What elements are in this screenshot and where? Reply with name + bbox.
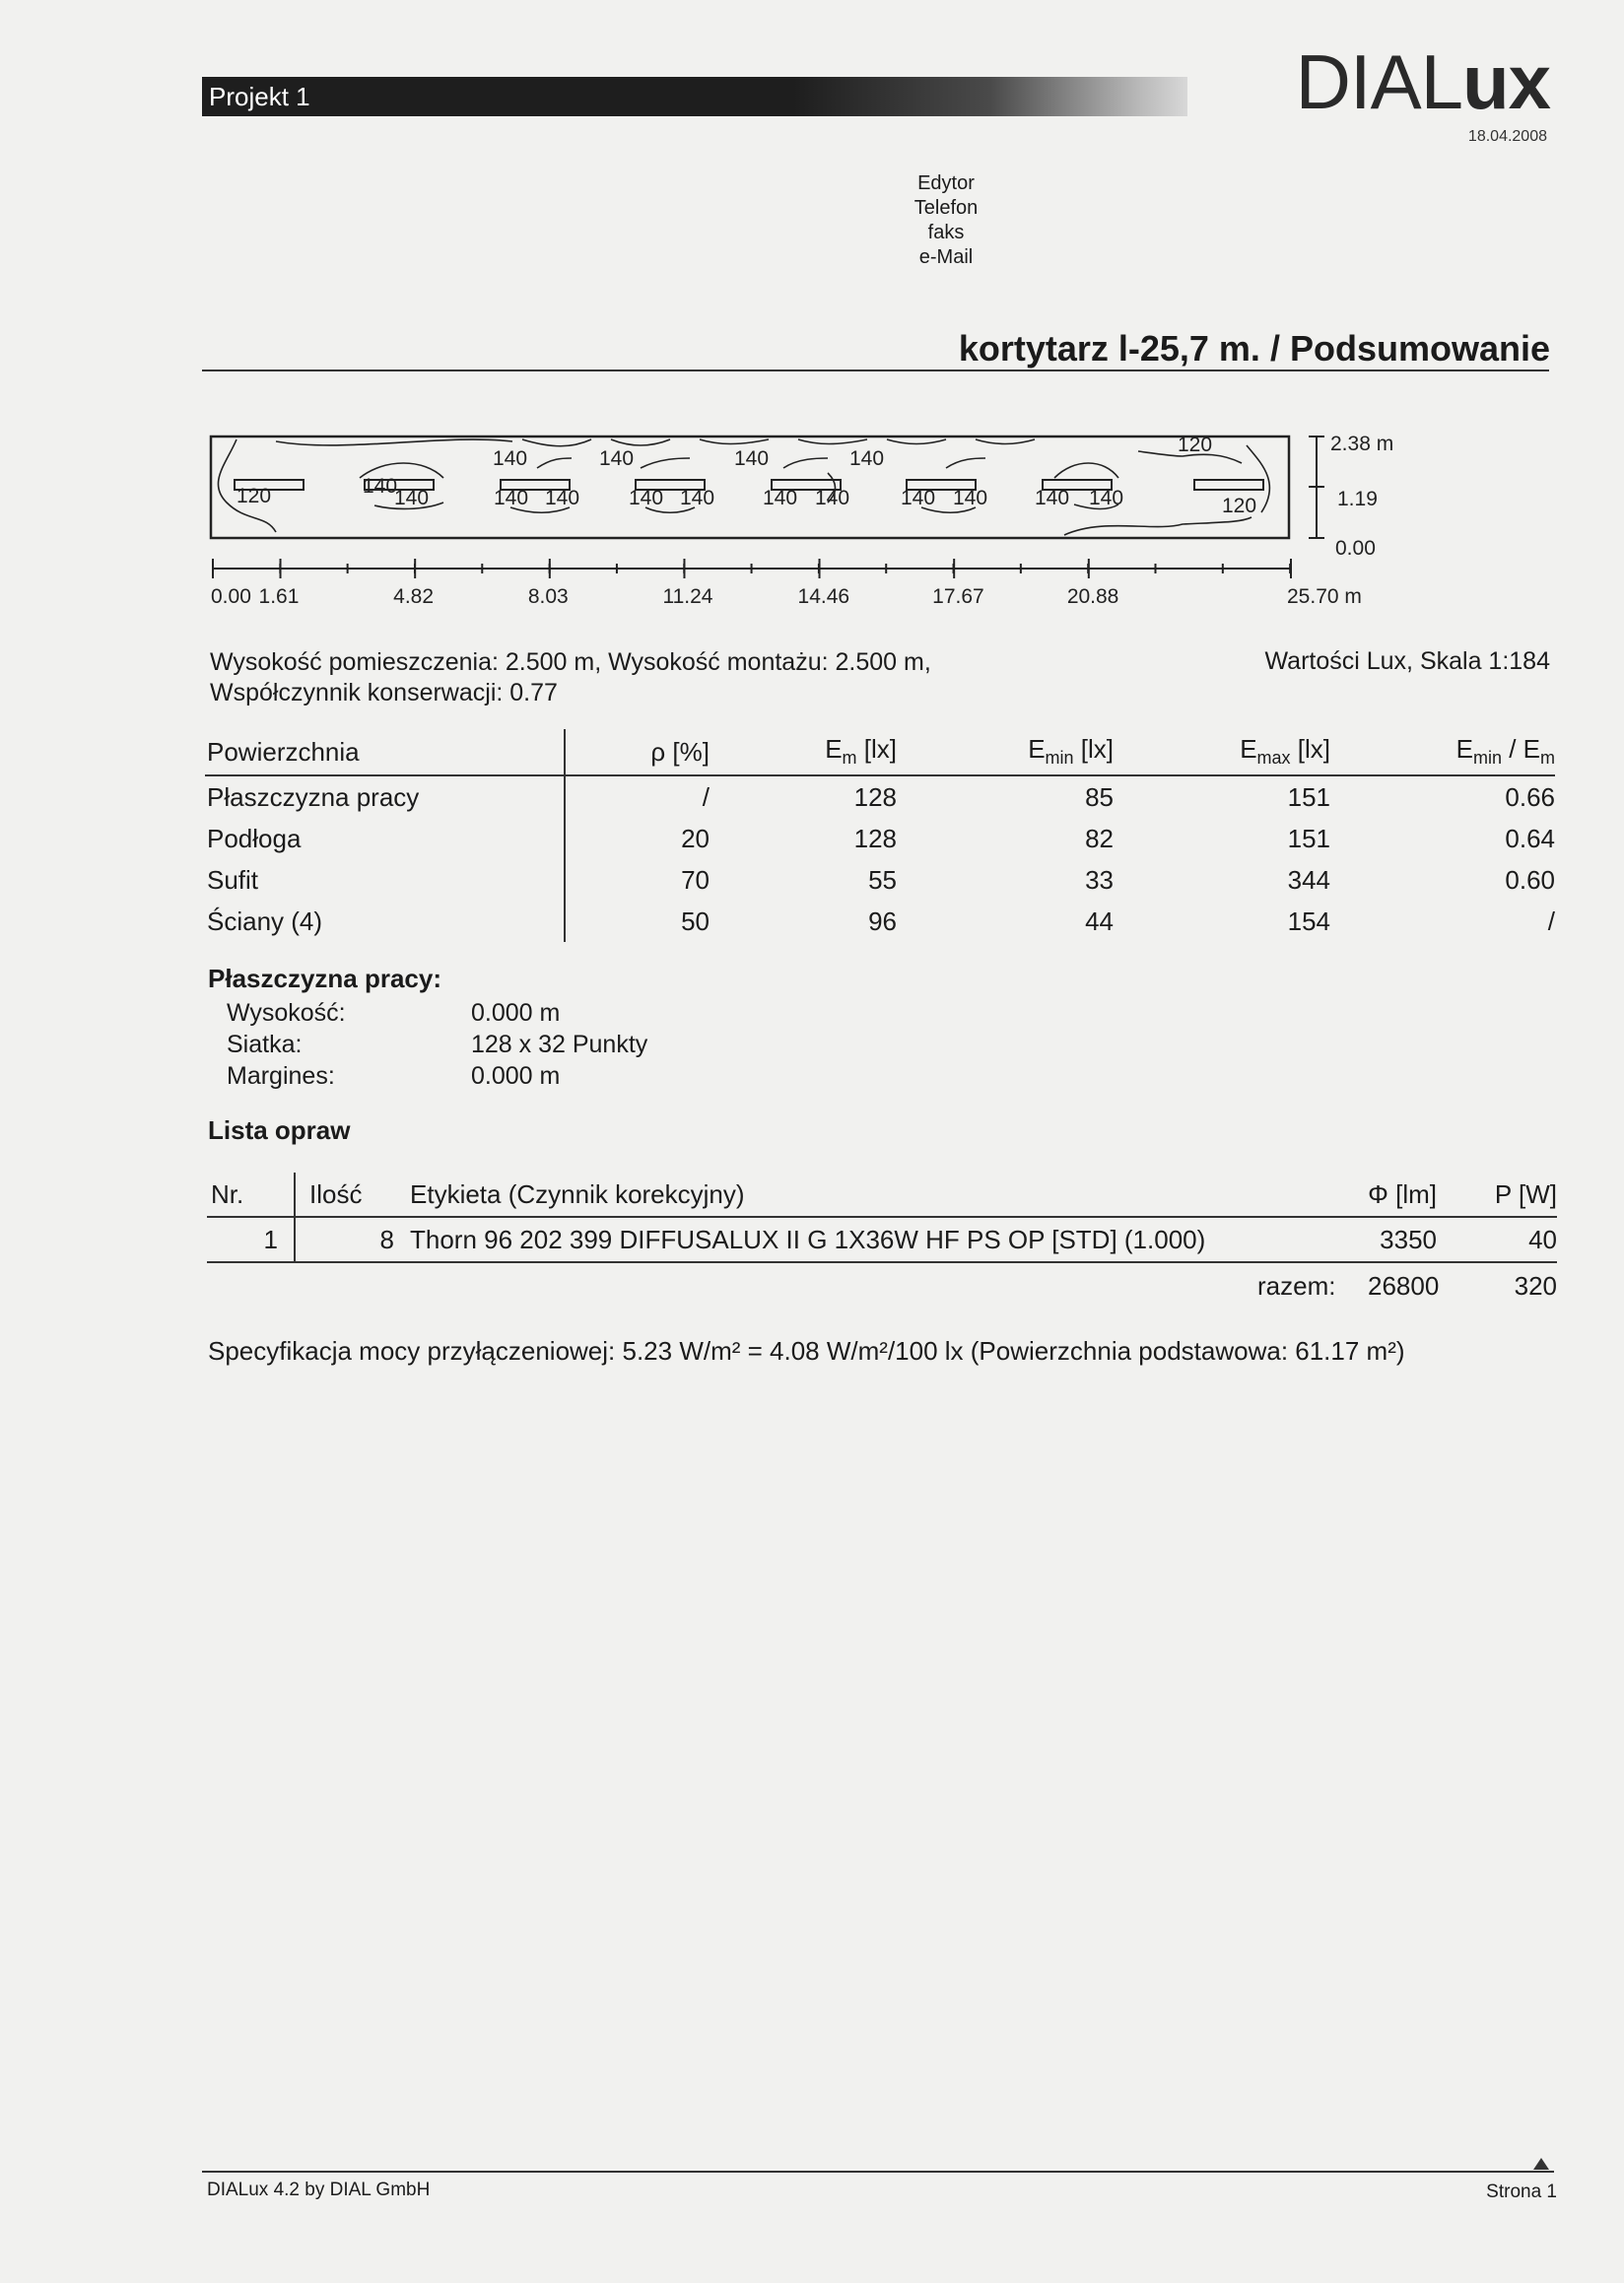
workplane-row: Margines: 0.000 m bbox=[227, 1062, 561, 1090]
workplane-row: Siatka: 128 x 32 Punkty bbox=[227, 1031, 648, 1058]
rho-value: 50 bbox=[681, 906, 710, 936]
table-row bbox=[205, 775, 1555, 818]
col-emin: $E_{min}$ [lx] bbox=[1028, 734, 1114, 769]
emin-value: 82 bbox=[1085, 823, 1114, 853]
contour-label: 140 bbox=[680, 487, 715, 509]
rho-value: / bbox=[702, 781, 710, 812]
scale-note: Wartości Lux, Skala 1:184 bbox=[1264, 647, 1550, 675]
total-power: 320 bbox=[1514, 1271, 1557, 1301]
room-height-line: Wysokość pomieszczenia: 2.500 m, Wysokość montażu: 2.500 m, bbox=[210, 648, 931, 676]
contact-email: e-Mail bbox=[918, 246, 974, 268]
page-number: Strona 1 bbox=[1486, 2182, 1557, 2202]
contour-label: 140 bbox=[849, 447, 885, 470]
luminaire-label: Thorn 96 202 399 DIFFUSALUX II G 1X36W HF PS OP [STD] (1.000) bbox=[410, 1224, 1206, 1254]
total-flux: 26800 bbox=[1368, 1271, 1440, 1301]
contact-block bbox=[887, 171, 1005, 270]
surface-name: Płaszczyzna pracy bbox=[205, 775, 565, 818]
contour-label: 140 bbox=[734, 447, 770, 470]
surface-name: Sufit bbox=[205, 859, 565, 901]
logo-suffix: ux bbox=[1461, 38, 1550, 125]
emax-value: 344 bbox=[1287, 864, 1330, 895]
rho-value: 70 bbox=[681, 864, 710, 895]
contour-label: 120 bbox=[1222, 495, 1257, 517]
surface-name: Podłoga bbox=[205, 818, 565, 859]
height-label-mid: 1.19 bbox=[1337, 488, 1378, 510]
ruler-label: 1.61 bbox=[258, 585, 300, 608]
workplane-row: Wysokość: 0.000 m bbox=[227, 999, 561, 1027]
luminaire-nr: 1 bbox=[207, 1217, 295, 1262]
contour-label: 140 bbox=[763, 487, 798, 509]
ruler-label: 4.82 bbox=[393, 585, 435, 608]
title-divider bbox=[202, 369, 1549, 371]
workplane-details bbox=[227, 997, 647, 1092]
page-title-section: Podsumowanie bbox=[1289, 328, 1550, 369]
col-ratio: $E_{min} / E_m$ bbox=[1455, 734, 1555, 769]
contact-editor: Edytor bbox=[917, 172, 975, 194]
contour-label: 140 bbox=[599, 447, 635, 470]
ruler-label: 17.67 bbox=[932, 585, 984, 608]
emin-value: 85 bbox=[1085, 781, 1114, 812]
rho-value: 20 bbox=[681, 823, 710, 853]
col-power: P [W] bbox=[1494, 1178, 1557, 1209]
luminaire-list-title: Lista opraw bbox=[208, 1115, 351, 1145]
ratio-value: / bbox=[1547, 906, 1555, 936]
contour-label: 140 bbox=[629, 487, 664, 509]
page-title bbox=[959, 328, 1550, 369]
logo-prefix: DIAL bbox=[1295, 38, 1462, 125]
col-qty: Ilość bbox=[309, 1178, 363, 1209]
emin-value: 33 bbox=[1085, 864, 1114, 895]
em-value: 55 bbox=[868, 864, 897, 895]
contour-label: 140 bbox=[493, 447, 528, 470]
room-parameters bbox=[210, 647, 931, 708]
surface-table bbox=[205, 729, 1555, 942]
workplane-title: Płaszczyzna pracy: bbox=[208, 964, 442, 993]
report-date: 18.04.2008 bbox=[1467, 128, 1547, 145]
em-value: 128 bbox=[853, 823, 897, 853]
ratio-value: 0.64 bbox=[1505, 823, 1555, 853]
emax-value: 154 bbox=[1287, 906, 1330, 936]
table-row bbox=[205, 901, 1555, 942]
ruler-label: 0.00 bbox=[211, 585, 251, 608]
maintenance-factor-line: Współczynnik konserwacji: 0.77 bbox=[210, 679, 558, 706]
project-title: Projekt 1 bbox=[209, 82, 310, 111]
height-label-bottom: 0.00 bbox=[1335, 537, 1376, 557]
luminaire-table bbox=[207, 1173, 1557, 1263]
project-bar bbox=[202, 77, 1187, 116]
contour-label: 140 bbox=[901, 487, 936, 509]
contour-label: 120 bbox=[237, 485, 272, 507]
page-title-room: kortytarz l-25,7 m. / bbox=[958, 328, 1290, 369]
contact-fax: faks bbox=[927, 222, 965, 243]
footer-divider bbox=[202, 2171, 1554, 2173]
isolux-plan bbox=[197, 424, 1429, 557]
height-label-top: 2.38 m bbox=[1330, 433, 1394, 455]
col-rho: ρ [%] bbox=[650, 736, 710, 767]
col-emax: $E_{max}$ [lx] bbox=[1240, 734, 1330, 769]
luminaire-power: 40 bbox=[1528, 1224, 1557, 1254]
surface-name: Ściany (4) bbox=[205, 901, 565, 942]
length-ruler bbox=[197, 557, 1429, 616]
corner-marker-icon bbox=[1533, 2158, 1549, 2170]
total-label: razem: bbox=[1257, 1271, 1336, 1301]
surface-table-header bbox=[205, 729, 1555, 775]
emax-value: 151 bbox=[1287, 781, 1330, 812]
contour-label: 140 bbox=[363, 475, 398, 498]
col-em: $E_m$ [lx] bbox=[825, 734, 897, 769]
em-value: 128 bbox=[853, 781, 897, 812]
ruler-label: 25.70 m bbox=[1287, 585, 1362, 608]
luminaire-flux: 3350 bbox=[1380, 1224, 1437, 1254]
ruler-label: 11.24 bbox=[662, 585, 713, 608]
contour-label: 140 bbox=[1089, 487, 1124, 509]
contour-label: 140 bbox=[494, 487, 529, 509]
col-flux: Φ [lm] bbox=[1368, 1178, 1437, 1209]
emin-value: 44 bbox=[1085, 906, 1114, 936]
contour-label: 140 bbox=[815, 487, 850, 509]
contact-phone: Telefon bbox=[914, 197, 979, 219]
height-ruler bbox=[1309, 436, 1324, 538]
contour-label: 140 bbox=[394, 487, 430, 509]
contour-label: 140 bbox=[1035, 487, 1070, 509]
contour-label: 140 bbox=[953, 487, 988, 509]
luminaire bbox=[1194, 480, 1263, 490]
em-value: 96 bbox=[868, 906, 897, 936]
contour-label: 140 bbox=[545, 487, 580, 509]
power-specification: Specyfikacja mocy przyłączeniowej: 5.23 W/m² = 4.08 W/m²/100 lx (Powierzchnia podstawowa: 61.17 m²) bbox=[208, 1336, 1405, 1366]
ruler-label: 8.03 bbox=[527, 585, 569, 608]
contour-label: 120 bbox=[1178, 434, 1213, 456]
ratio-value: 0.66 bbox=[1505, 781, 1555, 812]
ratio-value: 0.60 bbox=[1505, 864, 1555, 895]
col-nr: Nr. bbox=[207, 1173, 295, 1217]
col-label: Etykieta (Czynnik korekcyjny) bbox=[410, 1178, 745, 1209]
luminaire-table-header bbox=[207, 1173, 1557, 1217]
ruler-label: 14.46 bbox=[797, 585, 850, 608]
table-row bbox=[207, 1217, 1557, 1262]
luminaire-qty: 8 bbox=[379, 1224, 394, 1254]
table-row bbox=[205, 818, 1555, 859]
ruler-label: 20.88 bbox=[1066, 585, 1119, 608]
col-surface: Powierzchnia bbox=[205, 729, 565, 775]
dialux-logo bbox=[1296, 37, 1550, 126]
footer-software: DIALux 4.2 by DIAL GmbH bbox=[207, 2180, 431, 2200]
table-row bbox=[205, 859, 1555, 901]
emax-value: 151 bbox=[1287, 823, 1330, 853]
